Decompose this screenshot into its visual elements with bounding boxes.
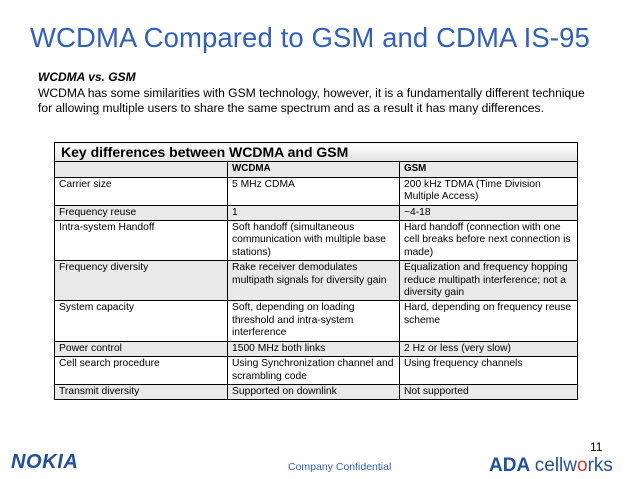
nokia-logo: NOKIA bbox=[11, 451, 79, 473]
ada-cellworks-logo bbox=[489, 455, 613, 477]
gsm-cell: 200 kHz TDMA (Time Division Multiple Access) bbox=[400, 177, 578, 205]
table-row bbox=[55, 261, 578, 301]
gsm-cell: Hard, depending on frequency reuse scheme bbox=[400, 301, 578, 341]
wcdma-cell: 1500 MHz both links bbox=[228, 341, 400, 356]
wcdma-cell: Supported on downlink bbox=[228, 384, 400, 399]
table-row bbox=[55, 384, 578, 399]
wcdma-cell: Rake receiver demodulates multipath signals for diversity gain bbox=[228, 261, 400, 301]
row-label: Cell search procedure bbox=[55, 357, 228, 385]
slide-title: WCDMA Compared to GSM and CDMA IS-95 bbox=[30, 22, 590, 53]
row-label: Power control bbox=[55, 341, 228, 356]
table-row bbox=[55, 341, 578, 356]
gsm-cell: 2 Hz or less (very slow) bbox=[400, 341, 578, 356]
table-row bbox=[55, 221, 578, 261]
gsm-cell: Hard handoff (connection with one cell breaks before next connection is made) bbox=[400, 221, 578, 261]
gsm-cell: Not supported bbox=[400, 384, 578, 399]
table-row bbox=[55, 205, 578, 220]
row-label: Carrier size bbox=[55, 177, 228, 205]
table-row bbox=[55, 177, 578, 205]
table-caption: Key differences between WCDMA and GSM bbox=[55, 143, 578, 162]
cellworks-part-a: cellw bbox=[534, 455, 577, 476]
confidential-label: Company Confidential bbox=[288, 461, 392, 473]
gsm-cell: Equalization and frequency hopping reduce multipath interference; not a diversity gain bbox=[400, 261, 578, 301]
row-label: System capacity bbox=[55, 301, 228, 341]
wcdma-cell: 5 MHz CDMA bbox=[228, 177, 400, 205]
row-label: Transmit diversity bbox=[55, 384, 228, 399]
wcdma-cell: Soft handoff (simultaneous communication with multiple base stations) bbox=[228, 221, 400, 261]
intro-paragraph: WCDMA has some similarities with GSM technology, however, it is a fundamentally different technique for allowing multiple users to share the same spectrum and as a result it has many differences. bbox=[38, 86, 585, 115]
cellworks-part-b: rks bbox=[587, 455, 613, 476]
table-row bbox=[55, 301, 578, 341]
gsm-cell: ~4-18 bbox=[400, 205, 578, 220]
wcdma-cell: 1 bbox=[228, 205, 400, 220]
wcdma-cell: Soft, depending on loading threshold and intra-system interference bbox=[228, 301, 400, 341]
row-label: Frequency reuse bbox=[55, 205, 228, 220]
wcdma-cell: Using Synchronization channel and scrambling code bbox=[228, 357, 400, 385]
header-wcdma: WCDMA bbox=[228, 162, 400, 177]
header-gsm: GSM bbox=[400, 162, 578, 177]
section-subtitle: WCDMA vs. GSM bbox=[38, 70, 136, 84]
gsm-cell: Using frequency channels bbox=[400, 357, 578, 385]
ada-logo-text: ADA bbox=[489, 455, 530, 476]
comparison-table bbox=[54, 142, 578, 400]
table-header-row bbox=[55, 162, 578, 177]
cellworks-logo-text bbox=[535, 455, 613, 476]
header-blank bbox=[55, 162, 228, 177]
page-number: 11 bbox=[590, 440, 603, 454]
row-label: Frequency diversity bbox=[55, 261, 228, 301]
cellworks-accent-o: o bbox=[576, 455, 588, 476]
table-caption-row bbox=[55, 143, 578, 162]
row-label: Intra-system Handoff bbox=[55, 221, 228, 261]
table-row bbox=[55, 357, 578, 385]
